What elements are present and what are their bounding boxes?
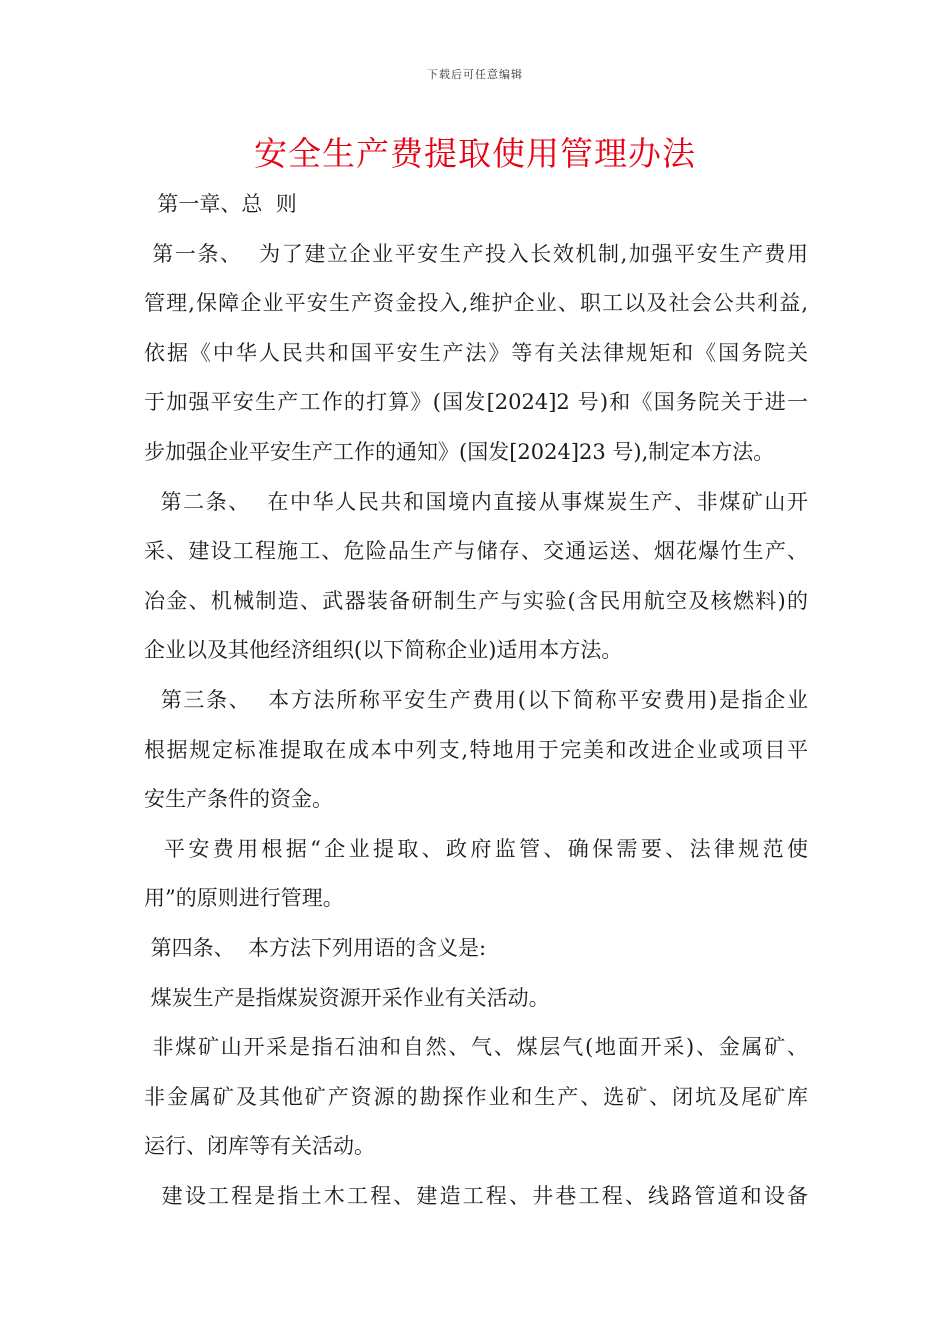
paragraph-line: 第二条、 在中华人民共和国境内直接从事煤炭生产、非煤矿山开 xyxy=(144,489,808,514)
paragraph-line: 运行、闭库等有关活动。 xyxy=(144,1134,375,1159)
header-note: 下载后可任意编辑 xyxy=(427,68,523,81)
paragraph-line: 根据规定标准提取在成本中列支,特地用于完美和改进企业或项目平 xyxy=(144,737,808,762)
paragraph-line: 冶金、机械制造、武器装备研制生产与实验(含民用航空及核燃料)的 xyxy=(144,588,808,613)
paragraph-line: 企业以及其他经济组织(以下简称企业)适用本方法。 xyxy=(144,638,623,663)
paragraph-line: 于加强平安生产工作的打算》(国发[2024]2 号)和《国务院关于进一 xyxy=(144,390,808,415)
paragraph-line: 依据《中华人民共和国平安生产法》等有关法律规矩和《国务院关 xyxy=(144,340,808,365)
paragraph-line: 采、建设工程施工、危险品生产与储存、交通运送、烟花爆竹生产、 xyxy=(144,539,808,564)
paragraph-line: 第三条、 本方法所称平安生产费用(以下简称平安费用)是指企业 xyxy=(144,687,808,712)
paragraph-line: 用”的原则进行管理。 xyxy=(144,886,344,911)
paragraph-line: 非金属矿及其他矿产资源的勘探作业和生产、选矿、闭坑及尾矿库 xyxy=(144,1084,808,1109)
paragraph-line: 第一条、 为了建立企业平安生产投入长效机制,加强平安生产费用 xyxy=(144,241,808,266)
paragraph-line: 建设工程是指土木工程、建造工程、井巷工程、线路管道和设备 xyxy=(144,1183,808,1208)
paragraph-line: 第四条、 本方法下列用语的含义是: xyxy=(144,935,487,960)
paragraph-line: 安生产条件的资金。 xyxy=(144,787,333,812)
paragraph-line: 非煤矿山开采是指石油和自然、气、煤层气(地面开采)、金属矿、 xyxy=(144,1035,808,1060)
paragraph-line: 煤炭生产是指煤炭资源开采作业有关活动。 xyxy=(144,985,550,1010)
paragraph-line: 第一章、总 则 xyxy=(144,192,297,216)
paragraph-line: 平安费用根据“企业提取、政府监管、确保需要、法律规范使 xyxy=(144,836,808,861)
paragraph-line: 步加强企业平安生产工作的通知》(国发[2024]23 号),制定本方法。 xyxy=(144,439,775,464)
paragraph-line: 管理,保障企业平安生产资金投入,维护企业、职工以及社会公共利益, xyxy=(144,291,808,316)
document-title: 安全生产费提取使用管理办法 xyxy=(254,134,696,173)
document-body xyxy=(144,180,808,1221)
